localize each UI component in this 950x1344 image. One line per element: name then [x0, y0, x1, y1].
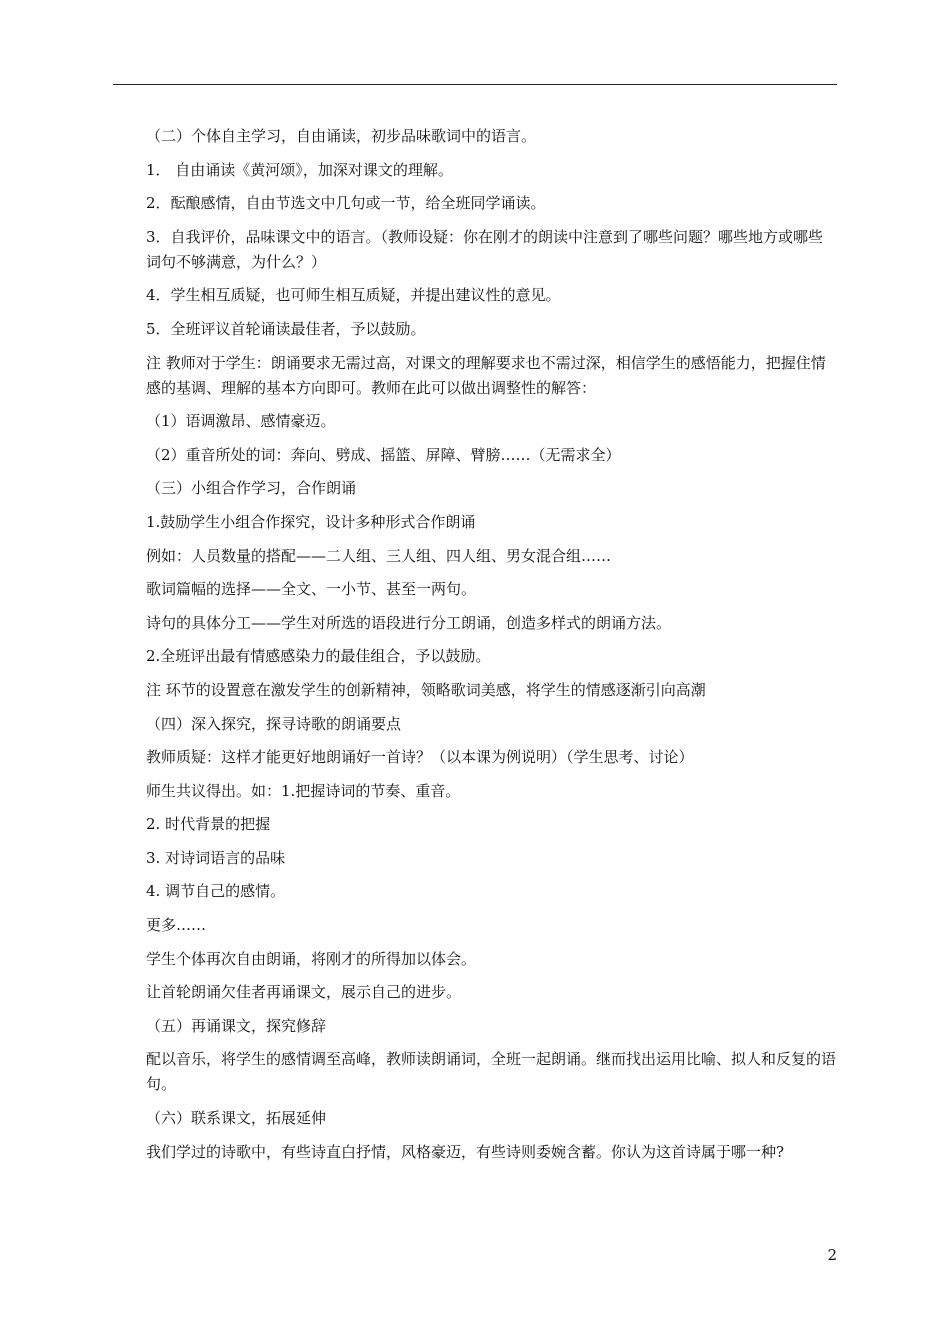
paragraph: 3．自我评价，品味课文中的语言。（教师设疑：你在刚才的朗读中注意到了哪些问题？哪些地方或哪些词句不够满意，为什么？） [146, 227, 824, 271]
section-heading-4: （四）深入探究，探寻诗歌的朗诵要点 [146, 714, 402, 733]
paragraph: 2.全班评出最有情感感染力的最佳组合，予以鼓励。 [146, 647, 491, 666]
body-text [114, 124, 836, 1173]
paragraph: 诗句的具体分工——学生对所选的语段进行分工朗诵，创造多样式的朗诵方法。 [146, 613, 672, 632]
paragraph: （2）重音所处的词：奔向、劈成、摇篮、屏障、臂膀……（无需求全） [146, 445, 621, 464]
paragraph: 歌词篇幅的选择——全文、一小节、甚至一两句。 [146, 580, 477, 599]
paragraph: 2．酝酿感情，自由节选文中几句或一节，给全班同学诵读。 [146, 194, 546, 213]
note-paragraph: 注 环节的设置意在激发学生的创新精神，领略歌词美感，将学生的情感逐渐引向高潮 [146, 680, 706, 699]
section-heading-5: （五）再诵课文，探究修辞 [146, 1016, 327, 1035]
note-paragraph: 注 教师对于学生：朗诵要求无需过高，对课文的理解要求也不需过深，相信学生的感悟能力，把握住情感的基调、理解的基本方向即可。教师在此可以做出调整性的解答： [146, 353, 826, 397]
page-number: 2 [827, 1246, 837, 1264]
paragraph: 让首轮朗诵欠佳者再诵课文，展示自己的进步。 [146, 983, 462, 1002]
paragraph: 1.鼓励学生小组合作探究，设计多种形式合作朗诵 [146, 512, 476, 531]
paragraph: 1． 自由诵读《黄河颂》，加深对课文的理解。 [146, 160, 453, 179]
paragraph: 我们学过的诗歌中，有些诗直白抒情，风格豪迈，有些诗则委婉含蓄。你认为这首诗属于哪一种? [146, 1142, 785, 1161]
paragraph: 教师质疑：这样才能更好地朗诵好一首诗？（以本课为例说明）（学生思考、讨论） [146, 748, 694, 767]
paragraph: 学生个体再次自由朗诵，将刚才的所得加以体会。 [146, 949, 477, 968]
paragraph: 更多…… [146, 916, 207, 935]
section-heading-6: （六）联系课文，拓展延伸 [146, 1109, 327, 1128]
paragraph: 2. 时代背景的把握 [146, 815, 271, 834]
section-heading-3: （三）小组合作学习，合作朗诵 [146, 479, 357, 498]
paragraph: 5．全班评议首轮诵读最佳者，予以鼓励。 [146, 319, 426, 338]
paragraph: 配以音乐，将学生的感情调至高峰，教师读朗诵词，全班一起朗诵。继而找出运用比喻、拟人和反复的语句。 [146, 1050, 837, 1094]
header-rule [113, 84, 837, 85]
paragraph: （1）语调激昂、感情豪迈。 [146, 412, 336, 431]
section-heading-2: （二）个体自主学习，自由诵读，初步品味歌词中的语言。 [146, 127, 537, 145]
paragraph: 3. 对诗词语言的品味 [146, 848, 286, 867]
paragraph: 例如：人员数量的搭配——二人组、三人组、四人组、男女混合组…… [146, 546, 612, 565]
paragraph: 师生共议得出。如：1.把握诗词的节奏、重音。 [146, 781, 461, 800]
paragraph: 4．学生相互质疑，也可师生相互质疑，并提出建议性的意见。 [146, 286, 561, 305]
paragraph: 4. 调节自己的感情。 [146, 882, 286, 901]
